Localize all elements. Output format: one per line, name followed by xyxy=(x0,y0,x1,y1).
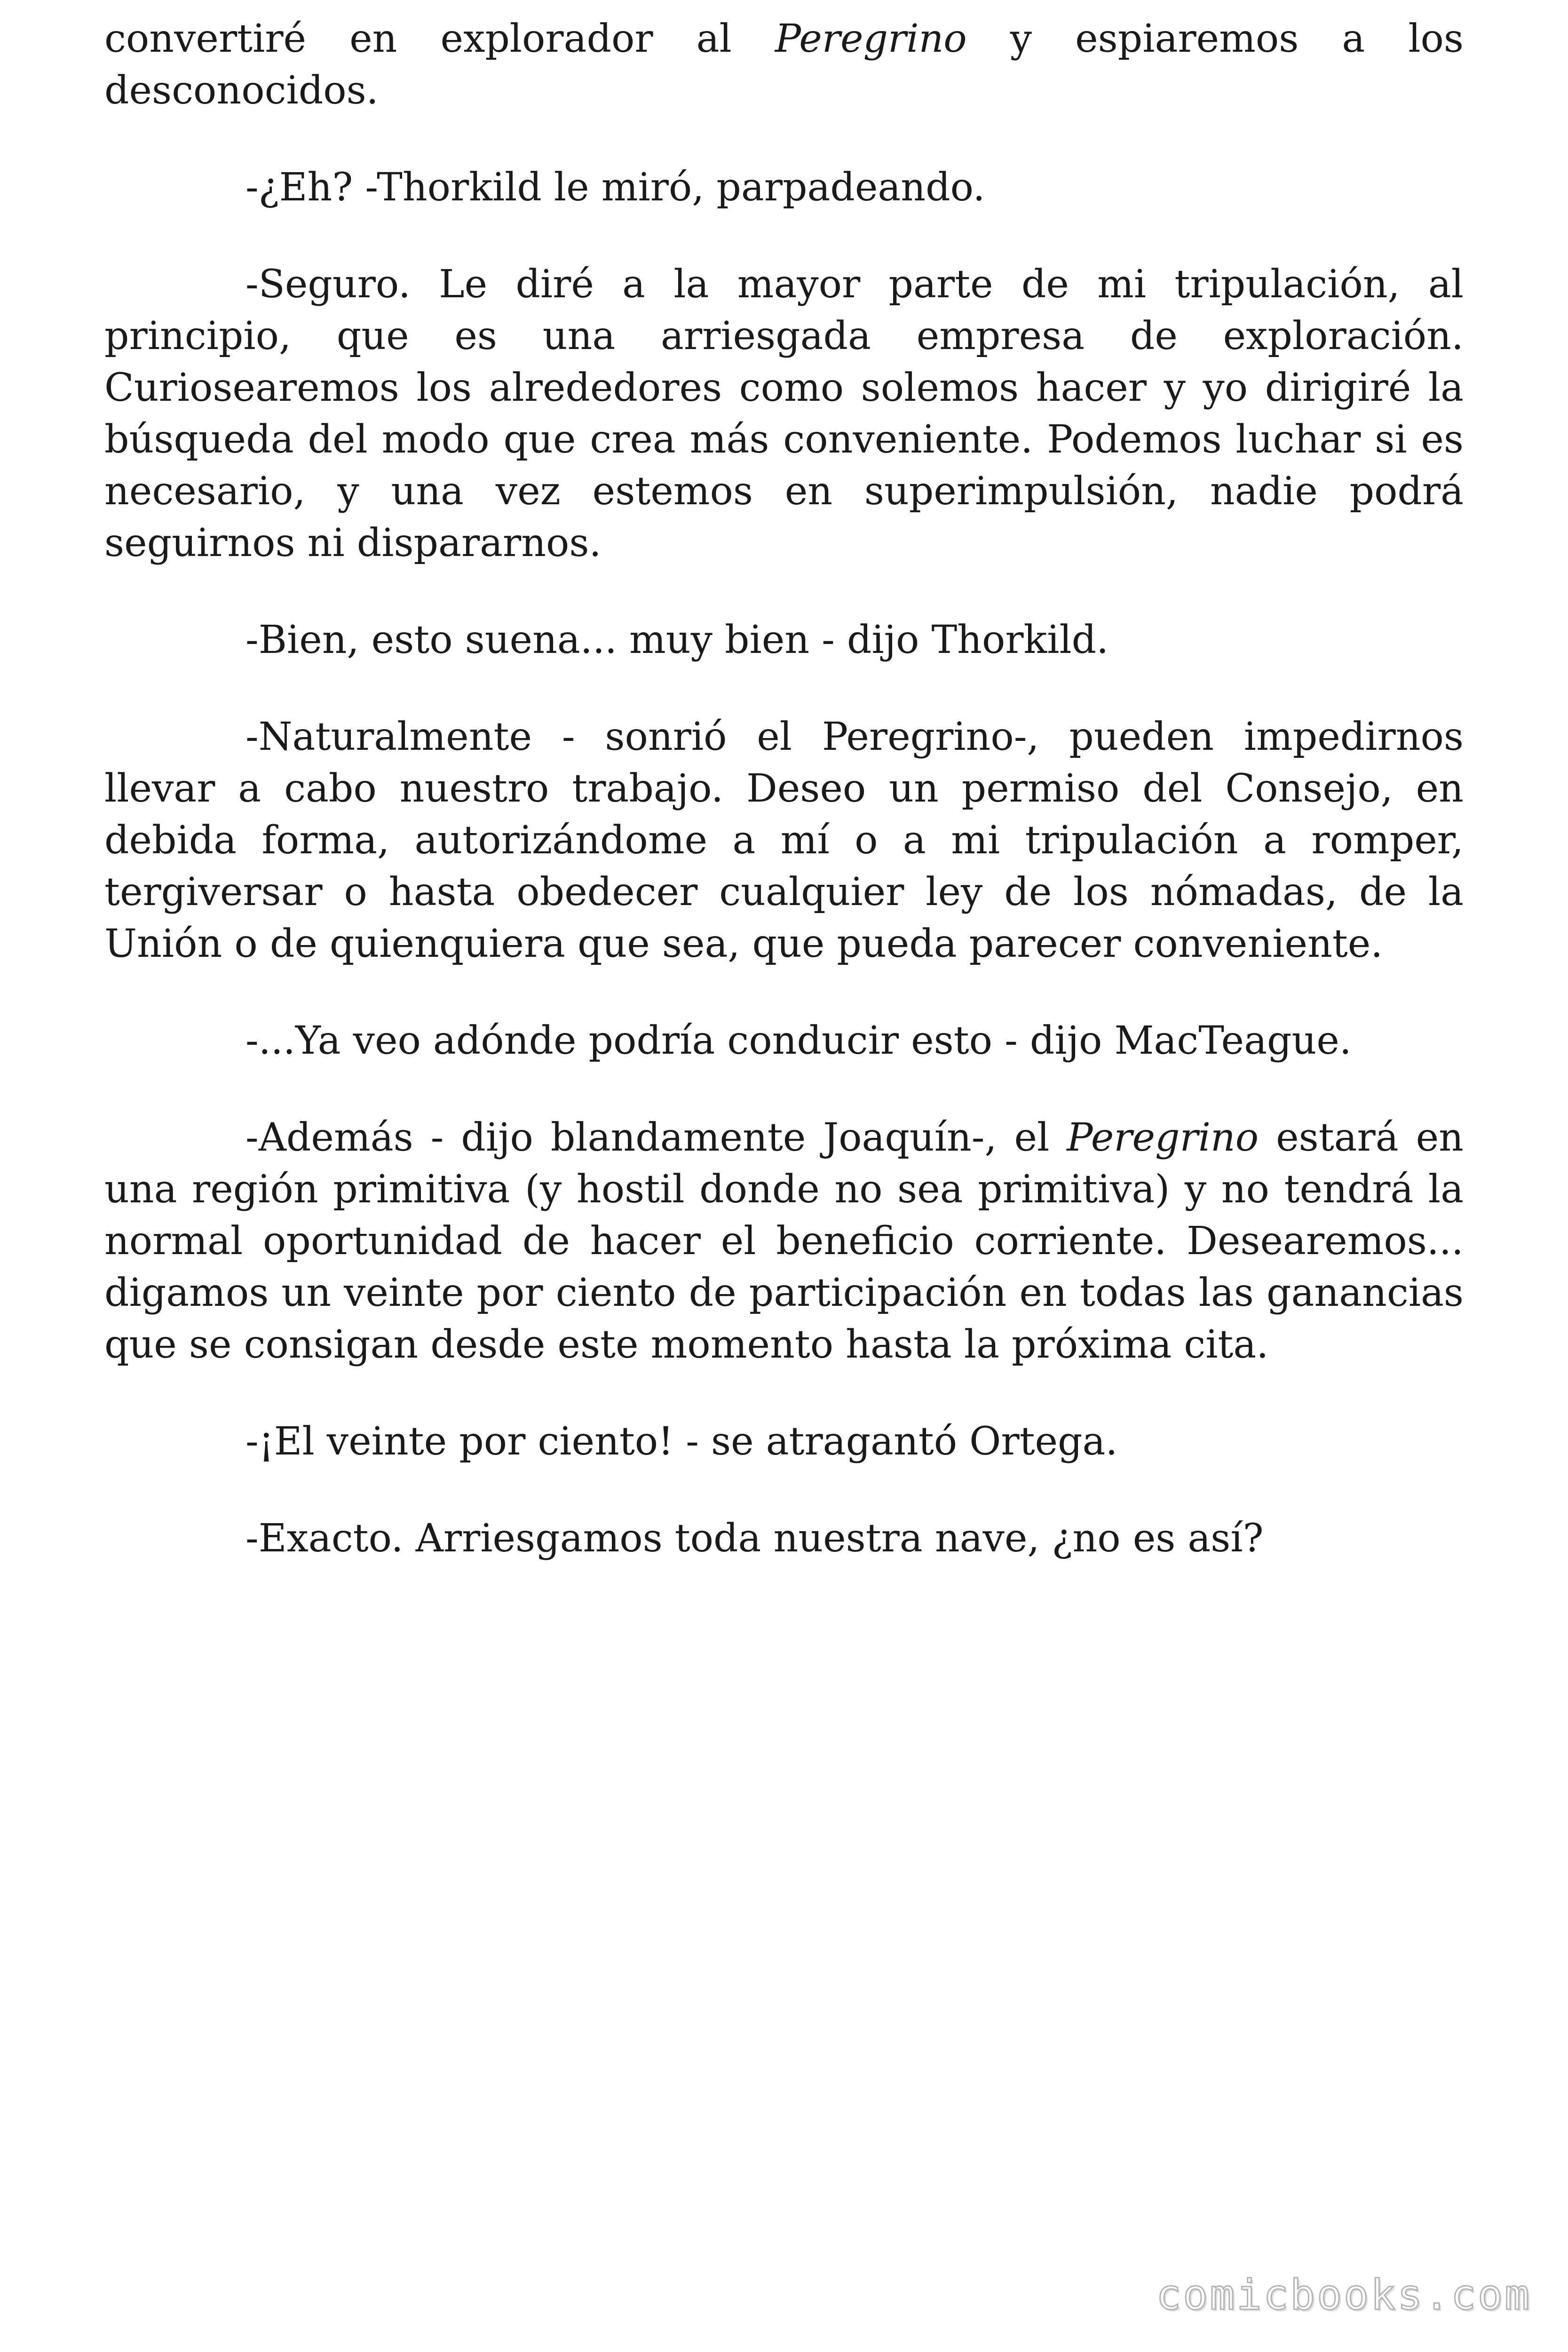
paragraph-4 xyxy=(104,614,1464,666)
paragraph-text: -Bien, esto suena... muy bien - dijo Thorkild. xyxy=(245,618,1109,662)
paragraph-5 xyxy=(104,711,1464,970)
body-text xyxy=(104,13,1464,1610)
ship-name-italic: Peregrino xyxy=(1067,1115,1259,1160)
ship-name-italic: Peregrino xyxy=(775,16,967,61)
paragraph-text: -Exacto. Arriesgamos toda nuestra nave, ¿no es así? xyxy=(245,1516,1264,1561)
paragraph-text: y espiaremos a los desconocidos. xyxy=(104,16,1464,113)
paragraph-6 xyxy=(104,1015,1464,1067)
paragraph-2 xyxy=(104,162,1464,214)
paragraph-text: -Naturalmente - sonrió el Peregrino-, pueden impedirnos llevar a cabo nuestro trabajo. Deseo un permiso del Consejo, en debida forma, autorizándome a mí o a mi tripulación a romper, tergiversar o hasta obedecer cualquier ley de los nómadas, de la Unión o de quienquiera que sea, que pueda parecer conveniente. xyxy=(104,715,1464,966)
watermark-logo: comicbooks.com xyxy=(1156,2271,1531,2319)
paragraph-text: -¿Eh? -Thorkild le miró, parpadeando. xyxy=(245,165,985,210)
paragraph-text: convertiré en explorador al xyxy=(104,16,775,61)
paragraph-text: estará en una región primitiva (y hostil donde no sea primitiva) y no tendrá la normal oportunidad de hacer el beneficio corriente. Desearemos... digamos un veinte por ciento de participación en todas las ganancias que se consigan desde este momento hasta la próxima cita. xyxy=(104,1115,1464,1367)
paragraph-7 xyxy=(104,1112,1464,1371)
paragraph-text: -...Ya veo adónde podría conducir esto - dijo MacTeague. xyxy=(245,1018,1352,1063)
paragraph-3 xyxy=(104,259,1464,569)
paragraph-9 xyxy=(104,1513,1464,1565)
paragraph-text: -Seguro. Le diré a la mayor parte de mi tripulación, al principio, que es una arriesgada empresa de exploración. Curiosearemos los alrededores como solemos hacer y yo dirigiré la búsqueda del modo que crea más conveniente. Podemos luchar si es necesario, y una vez estemos en superimpulsión, nadie podrá seguirnos ni dispararnos. xyxy=(104,262,1464,565)
paragraph-text: -¡El veinte por ciento! - se atragantó Ortega. xyxy=(245,1419,1118,1464)
paragraph-8 xyxy=(104,1416,1464,1468)
paragraph-1 xyxy=(104,13,1464,117)
paragraph-text: -Además - dijo blandamente Joaquín-, el xyxy=(245,1115,1067,1160)
